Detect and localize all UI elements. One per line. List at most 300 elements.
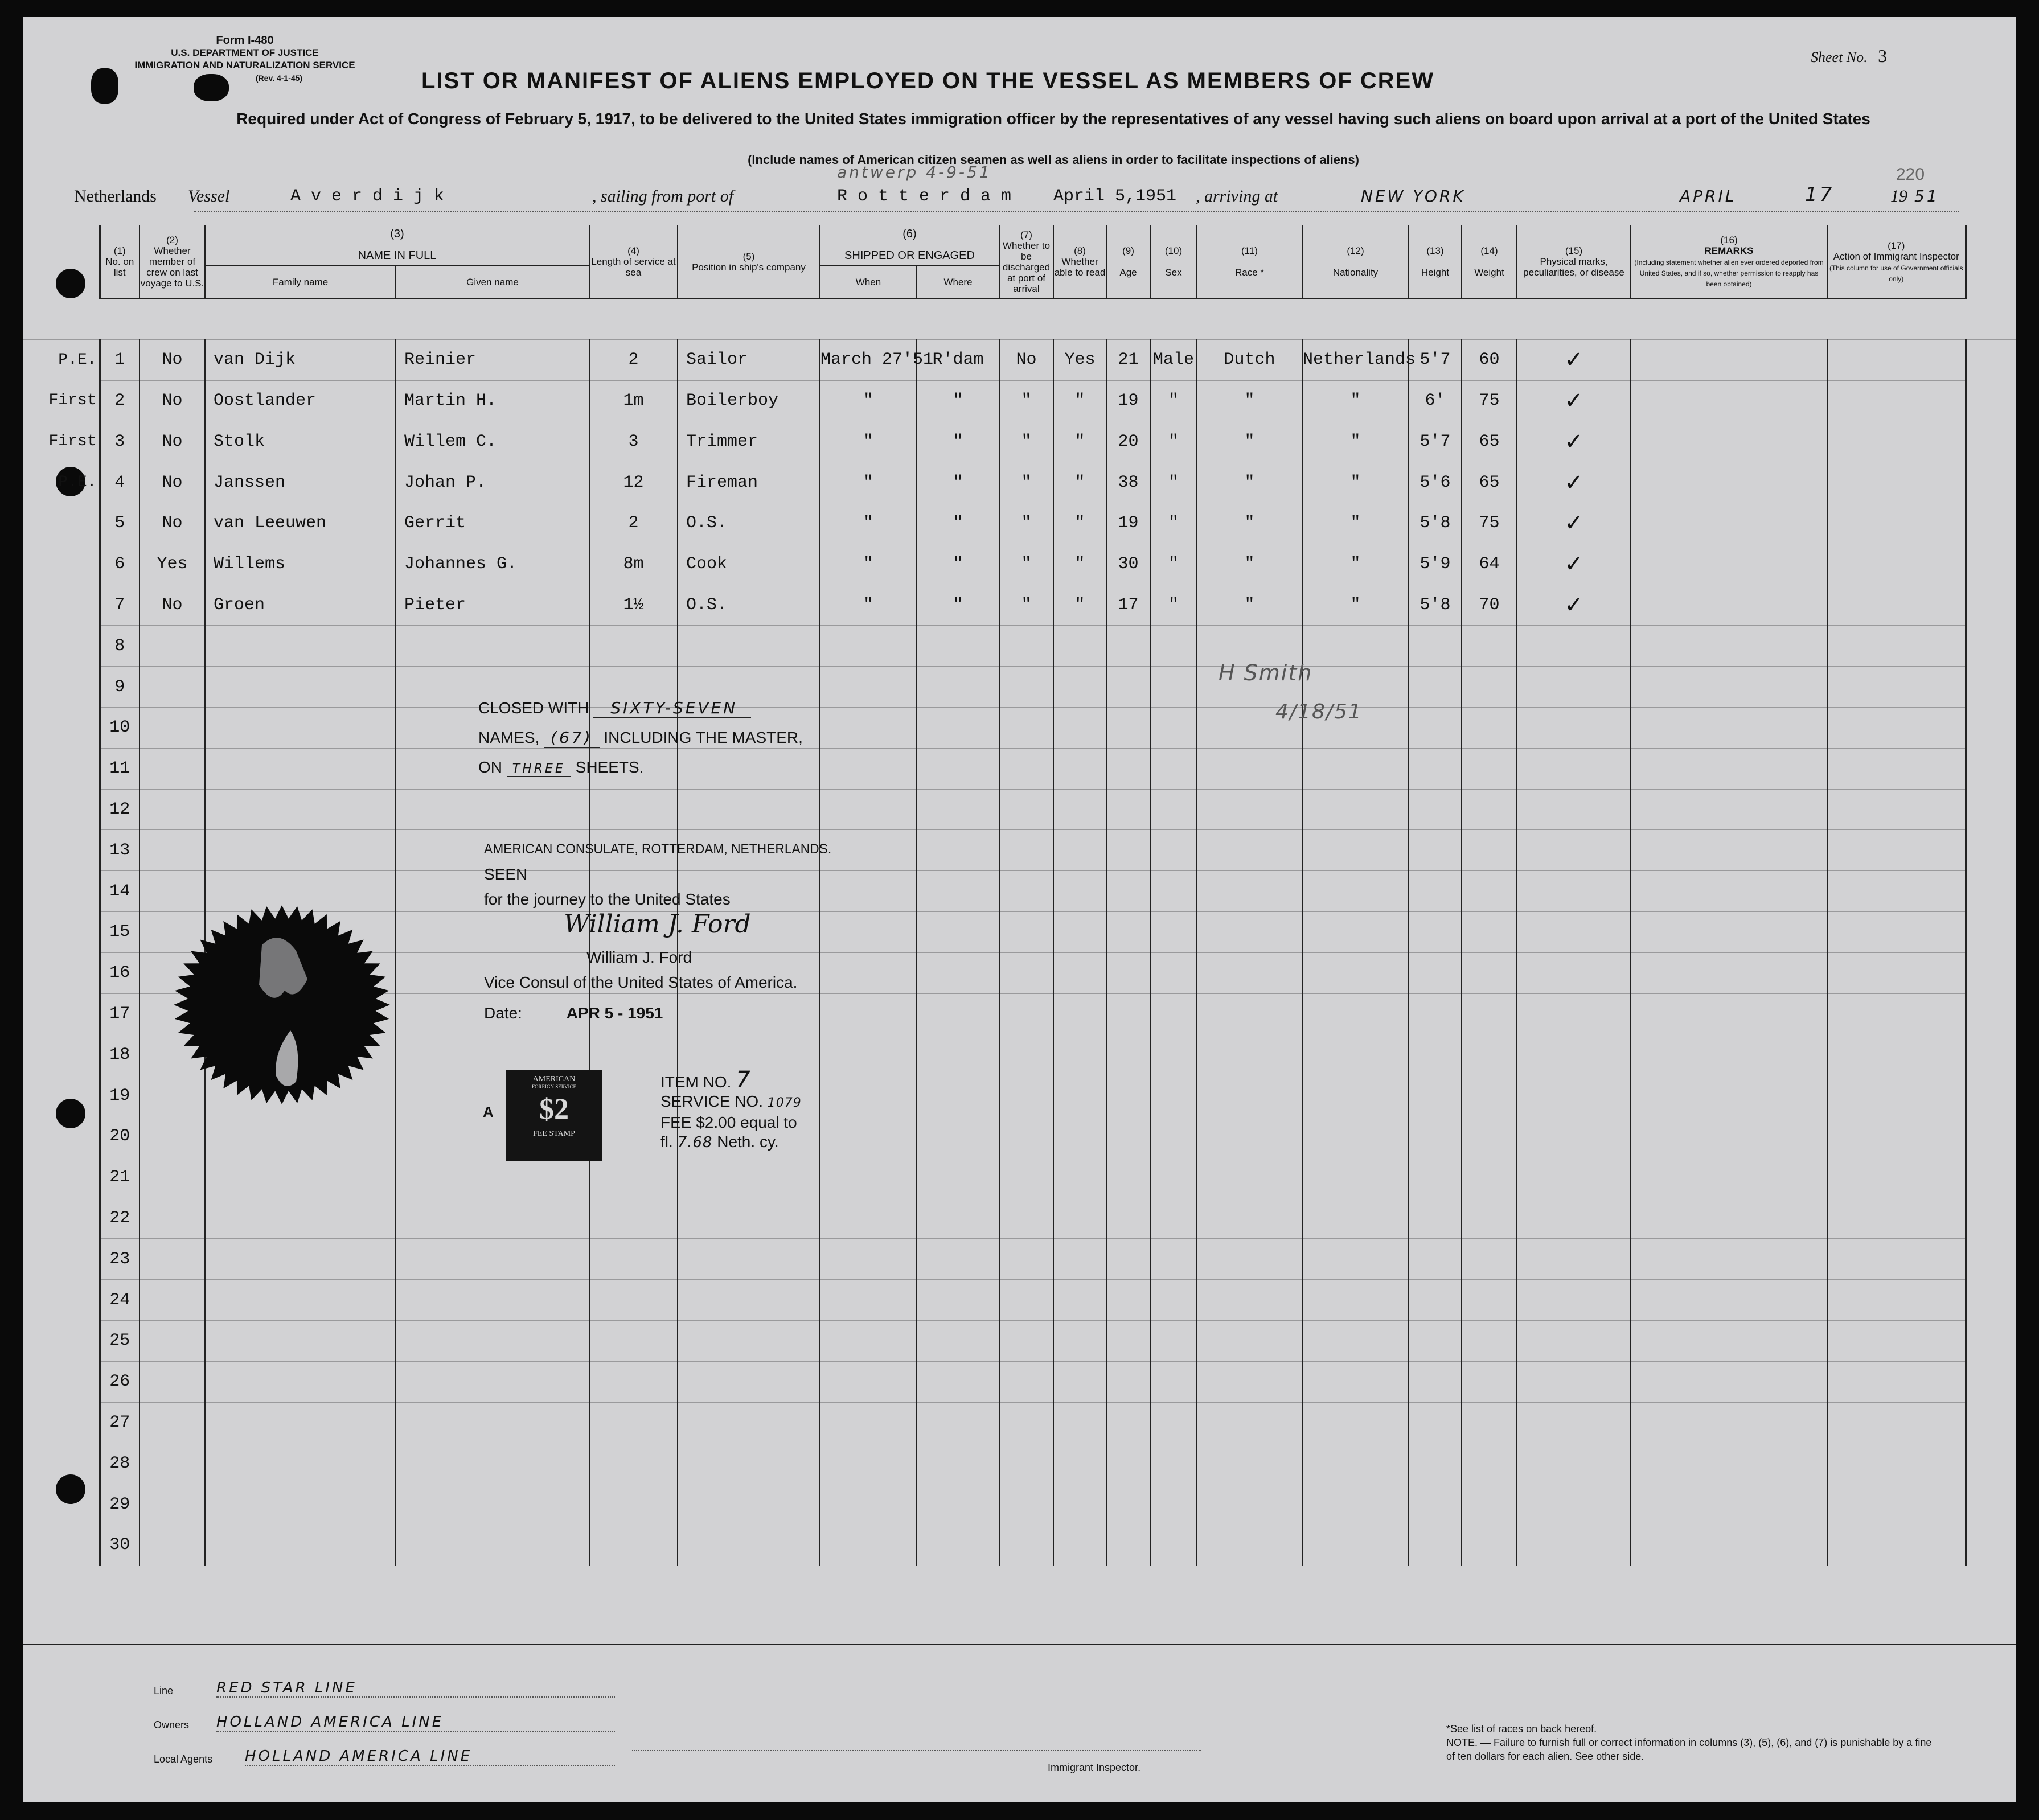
weight	[1462, 1525, 1517, 1566]
col-10-header	[1150, 225, 1197, 298]
consul-signature: William J. Ford	[564, 910, 751, 939]
table-row	[23, 1525, 2016, 1566]
nationality	[1302, 1075, 1409, 1116]
date-label: Date:	[484, 1004, 522, 1022]
engaged-when: "	[820, 380, 917, 421]
row-mark	[23, 830, 100, 871]
closed-count-words: SIXTY-SEVEN	[593, 699, 751, 718]
nationality	[1302, 748, 1409, 789]
list-no: 15	[100, 911, 140, 952]
able-to-read	[1053, 748, 1106, 789]
col-1-header	[100, 225, 140, 298]
family-name	[205, 626, 396, 667]
right-margin	[1966, 789, 2016, 830]
sex	[1150, 1525, 1197, 1566]
page-title: LIST OR MANIFEST OF ALIENS EMPLOYED ON THE VESSEL AS MEMBERS OF CREW	[421, 68, 1435, 93]
engaged-where	[917, 1239, 999, 1280]
engaged-when	[820, 1157, 917, 1198]
able-to-read: "	[1053, 544, 1106, 585]
form-number: Form I-480	[216, 34, 274, 47]
able-to-read	[1053, 911, 1106, 952]
age	[1106, 1075, 1150, 1116]
consul-office: Vice Consul of the United States of America.	[484, 973, 798, 991]
table-row	[23, 339, 2016, 380]
col-5-header	[678, 225, 820, 298]
prev-voyage	[140, 1443, 205, 1484]
given-name	[396, 1034, 589, 1075]
sex	[1150, 707, 1197, 748]
table-row	[23, 421, 2016, 462]
able-to-read	[1053, 1443, 1106, 1484]
discharge	[999, 1443, 1053, 1484]
engaged-where: "	[917, 421, 999, 462]
vessel-label: Vessel	[188, 187, 230, 206]
right-margin	[1966, 339, 2016, 380]
physical-marks	[1517, 1525, 1631, 1566]
col-9-num: (9)	[1122, 245, 1134, 256]
engaged-when: "	[820, 503, 917, 544]
physical-marks	[1517, 830, 1631, 871]
engaged-when: "	[820, 585, 917, 626]
vessel-name: A v e r d i j k	[290, 187, 445, 206]
height: 5'6	[1409, 462, 1462, 503]
physical-marks	[1517, 1361, 1631, 1402]
col-3b-header: Given name	[396, 265, 589, 298]
line-value: RED STAR LINE	[216, 1679, 615, 1698]
family-name	[205, 1157, 396, 1198]
row-mark: P.E.	[58, 474, 97, 492]
revision: (Rev. 4-1-45)	[255, 73, 303, 83]
prev-voyage	[140, 707, 205, 748]
given-name	[396, 1361, 589, 1402]
engaged-where	[917, 1157, 999, 1198]
service-name: IMMIGRATION AND NATURALIZATION SERVICE	[134, 60, 355, 71]
sex	[1150, 1198, 1197, 1239]
inspector-action	[1827, 585, 1966, 626]
remarks	[1631, 748, 1827, 789]
sex	[1150, 748, 1197, 789]
col-15-title: Physical marks, peculiarities, or disease	[1523, 256, 1624, 278]
stamp-top-text: AMERICAN	[532, 1075, 576, 1083]
height	[1409, 871, 1462, 912]
weight	[1462, 626, 1517, 667]
weight: 64	[1462, 544, 1517, 585]
age	[1106, 1525, 1150, 1566]
able-to-read	[1053, 1034, 1106, 1075]
family-name	[205, 1402, 396, 1443]
row-mark	[23, 544, 100, 585]
age	[1106, 1361, 1150, 1402]
table-row	[23, 1361, 2016, 1402]
given-name	[396, 1320, 589, 1361]
col-16-note: (Including statement whether alien ever ordered deported from United States, and if so, whether permission to reapply has been obtained)	[1634, 258, 1824, 288]
item-label: ITEM NO.	[660, 1073, 732, 1091]
height: 5'7	[1409, 421, 1462, 462]
given-name: Johannes G.	[396, 544, 589, 585]
row-mark	[23, 626, 100, 667]
able-to-read: "	[1053, 421, 1106, 462]
col-4-header	[589, 225, 678, 298]
sea-service	[589, 626, 678, 667]
discharge	[999, 1320, 1053, 1361]
prev-voyage	[140, 1402, 205, 1443]
height	[1409, 1034, 1462, 1075]
physical-marks: ✓	[1517, 585, 1631, 626]
prev-voyage	[140, 789, 205, 830]
family-name	[205, 707, 396, 748]
col-16-num: (16)	[1720, 235, 1738, 245]
able-to-read	[1053, 1361, 1106, 1402]
sheet-value: 3	[1878, 46, 1888, 66]
engaged-where	[917, 626, 999, 667]
right-margin	[1966, 380, 2016, 421]
weight	[1462, 789, 1517, 830]
ship-position	[678, 1157, 820, 1198]
service-number: 1079	[767, 1096, 802, 1110]
engaged-where	[917, 1320, 999, 1361]
engaged-when	[820, 1198, 917, 1239]
sea-service	[589, 1361, 678, 1402]
row-mark	[23, 707, 100, 748]
prev-voyage: Yes	[140, 544, 205, 585]
given-name	[396, 1443, 589, 1484]
ship-position	[678, 1239, 820, 1280]
stamp-sub-text: FOREIGN SERVICE	[531, 1084, 577, 1090]
inspector-action	[1827, 1525, 1966, 1566]
list-no: 11	[100, 748, 140, 789]
inspector-action	[1827, 1402, 1966, 1443]
fl-label: fl.	[660, 1133, 673, 1151]
engaged-when: "	[820, 421, 917, 462]
able-to-read	[1053, 1280, 1106, 1321]
footer-divider	[23, 1644, 2016, 1645]
nationality	[1302, 871, 1409, 912]
age	[1106, 830, 1150, 871]
race	[1197, 871, 1302, 912]
weight	[1462, 1116, 1517, 1157]
age	[1106, 952, 1150, 993]
inspector-label: Immigrant Inspector.	[1048, 1762, 1141, 1773]
given-name	[396, 1198, 589, 1239]
sex: "	[1150, 421, 1197, 462]
sea-service	[589, 1157, 678, 1198]
family-name	[205, 1280, 396, 1321]
race	[1197, 993, 1302, 1034]
remarks	[1631, 1361, 1827, 1402]
engaged-where	[917, 667, 999, 708]
ship-position	[678, 1280, 820, 1321]
engaged-when	[820, 1034, 917, 1075]
nationality	[1302, 626, 1409, 667]
col-5-num: (5)	[742, 250, 755, 262]
col-14-header	[1462, 225, 1517, 298]
table-row	[23, 789, 2016, 830]
sex	[1150, 1443, 1197, 1484]
family-name: Willems	[205, 544, 396, 585]
sex	[1150, 1075, 1197, 1116]
row-mark	[23, 993, 100, 1034]
col-3a-header: Family name	[205, 265, 396, 298]
list-no: 16	[100, 952, 140, 993]
inspector-action	[1827, 871, 1966, 912]
remarks	[1631, 339, 1827, 380]
prev-voyage	[140, 1280, 205, 1321]
subtitle-note: (Include names of American citizen seamen as well as aliens in order to facilitate inspections of aliens)	[748, 153, 1359, 167]
fee-stamp	[660, 1067, 957, 1152]
col-3-header	[205, 225, 589, 265]
sailing-date: April 5,1951	[1053, 187, 1177, 206]
table-row	[23, 1320, 2016, 1361]
right-margin	[1966, 1075, 2016, 1116]
right-margin	[1966, 1484, 2016, 1525]
owners-value: HOLLAND AMERICA LINE	[216, 1714, 615, 1732]
col-7-num: (7)	[1020, 229, 1032, 240]
row-mark: First	[48, 392, 97, 410]
family-name	[205, 1525, 396, 1566]
prev-voyage	[140, 626, 205, 667]
sea-service	[589, 1402, 678, 1443]
physical-marks	[1517, 1116, 1631, 1157]
physical-marks	[1517, 1402, 1631, 1443]
weight	[1462, 707, 1517, 748]
able-to-read	[1053, 626, 1106, 667]
owners-label: Owners	[154, 1719, 190, 1731]
table-row	[23, 462, 2016, 503]
family-name	[205, 1198, 396, 1239]
prev-voyage	[140, 1361, 205, 1402]
family-name: van Leeuwen	[205, 503, 396, 544]
race	[1197, 789, 1302, 830]
consulate-name: AMERICAN CONSULATE, ROTTERDAM, NETHERLANDS.	[484, 841, 832, 857]
given-name: Martin H.	[396, 380, 589, 421]
list-no: 23	[100, 1239, 140, 1280]
able-to-read	[1053, 952, 1106, 993]
right-margin	[1966, 462, 2016, 503]
prev-voyage: No	[140, 462, 205, 503]
list-no: 18	[100, 1034, 140, 1075]
nationality	[1302, 830, 1409, 871]
list-no: 2	[100, 380, 140, 421]
journey-label: for the journey to the United States	[484, 890, 731, 908]
given-name	[396, 1239, 589, 1280]
prev-voyage	[140, 748, 205, 789]
weight	[1462, 1239, 1517, 1280]
right-margin	[1966, 1443, 2016, 1484]
discharge: No	[999, 339, 1053, 380]
age	[1106, 1320, 1150, 1361]
sex	[1150, 1034, 1197, 1075]
row-mark	[23, 1361, 100, 1402]
discharge: "	[999, 380, 1053, 421]
col-17-note: (This column for use of Government officials only)	[1829, 264, 1963, 283]
list-no: 28	[100, 1443, 140, 1484]
vessel-underline	[194, 211, 1959, 212]
right-margin	[1966, 421, 2016, 462]
discharge: "	[999, 585, 1053, 626]
remarks	[1631, 707, 1827, 748]
closed-with-label: CLOSED WITH	[478, 699, 589, 717]
race	[1197, 1402, 1302, 1443]
right-margin	[1966, 1361, 2016, 1402]
engaged-where	[917, 1280, 999, 1321]
revenue-stamp	[483, 1070, 602, 1161]
col-1-num: (1)	[113, 245, 126, 256]
col-8-title: Whether able to read	[1054, 256, 1106, 278]
sea-service	[589, 1484, 678, 1525]
inspector-date: 4/18/51	[1275, 700, 1363, 724]
family-name	[205, 830, 396, 871]
row-mark	[23, 911, 100, 952]
engaged-when	[820, 1484, 917, 1525]
remarks	[1631, 1075, 1827, 1116]
physical-marks	[1517, 789, 1631, 830]
height	[1409, 993, 1462, 1034]
row-mark	[23, 952, 100, 993]
remarks	[1631, 1402, 1827, 1443]
sea-service	[589, 789, 678, 830]
discharge	[999, 993, 1053, 1034]
row-mark	[23, 1239, 100, 1280]
table-row	[23, 667, 2016, 708]
row-mark	[23, 585, 100, 626]
col-1-title: No. on list	[105, 256, 134, 278]
inspector-action	[1827, 1034, 1966, 1075]
col-8-num: (8)	[1074, 245, 1086, 256]
footer-owners-row	[154, 1714, 621, 1731]
sea-service	[589, 1443, 678, 1484]
sex: Male	[1150, 339, 1197, 380]
col-7-header	[999, 225, 1053, 298]
weight	[1462, 1280, 1517, 1321]
inspector-action	[1827, 911, 1966, 952]
prev-voyage	[140, 667, 205, 708]
physical-marks	[1517, 1075, 1631, 1116]
engaged-when: "	[820, 462, 917, 503]
able-to-read: "	[1053, 462, 1106, 503]
inspector-initials: H Smith	[1219, 660, 1313, 685]
engaged-where	[917, 1361, 999, 1402]
discharge	[999, 871, 1053, 912]
col-17-num: (17)	[1888, 240, 1905, 251]
height	[1409, 1239, 1462, 1280]
sea-service	[589, 1320, 678, 1361]
race	[1197, 1075, 1302, 1116]
right-margin	[1966, 503, 2016, 544]
prev-voyage: No	[140, 380, 205, 421]
physical-marks: ✓	[1517, 421, 1631, 462]
race	[1197, 1198, 1302, 1239]
right-margin	[1966, 626, 2016, 667]
table-row	[23, 626, 2016, 667]
col-11-header	[1197, 225, 1302, 298]
nationality	[1302, 1116, 1409, 1157]
arrival-month: APRIL	[1680, 187, 1737, 206]
inspector-action	[1827, 1198, 1966, 1239]
discharge	[999, 1525, 1053, 1566]
physical-marks	[1517, 748, 1631, 789]
row-mark	[23, 1525, 100, 1566]
discharge	[999, 1280, 1053, 1321]
nationality: "	[1302, 544, 1409, 585]
table-row	[23, 1157, 2016, 1198]
weight	[1462, 1157, 1517, 1198]
weight	[1462, 1034, 1517, 1075]
engaged-where	[917, 1525, 999, 1566]
note-label: NOTE.	[1446, 1737, 1478, 1748]
engaged-when	[820, 789, 917, 830]
col-12-num: (12)	[1347, 245, 1364, 256]
discharge	[999, 830, 1053, 871]
race: "	[1197, 421, 1302, 462]
sex	[1150, 1484, 1197, 1525]
sea-service: 8m	[589, 544, 678, 585]
family-name	[205, 748, 396, 789]
engaged-when	[820, 1280, 917, 1321]
right-margin	[1966, 1280, 2016, 1321]
height: 5'8	[1409, 585, 1462, 626]
table-row	[23, 503, 2016, 544]
sex: "	[1150, 462, 1197, 503]
closing-line-2	[478, 723, 911, 753]
currency-label: Neth. cy.	[717, 1133, 779, 1151]
row-mark	[23, 1116, 100, 1157]
engaged-where	[917, 1034, 999, 1075]
table-row	[23, 585, 2016, 626]
inspector-action	[1827, 1320, 1966, 1361]
able-to-read	[1053, 1525, 1106, 1566]
race: "	[1197, 544, 1302, 585]
age: 17	[1106, 585, 1150, 626]
prev-voyage	[140, 1320, 205, 1361]
ship-position: O.S.	[678, 503, 820, 544]
engaged-where	[917, 707, 999, 748]
table-row	[23, 830, 2016, 871]
family-name	[205, 1239, 396, 1280]
nationality-value: Netherlands	[74, 187, 157, 206]
given-name	[396, 1525, 589, 1566]
age	[1106, 667, 1150, 708]
right-margin	[1966, 544, 2016, 585]
table-row	[23, 380, 2016, 421]
race	[1197, 952, 1302, 993]
col-13-num: (13)	[1426, 245, 1444, 256]
engaged-when	[820, 1402, 917, 1443]
inspector-action	[1827, 421, 1966, 462]
given-name	[396, 1484, 589, 1525]
weight	[1462, 1075, 1517, 1116]
discharge	[999, 1361, 1053, 1402]
family-name: Groen	[205, 585, 396, 626]
physical-marks: ✓	[1517, 380, 1631, 421]
prev-voyage	[140, 1116, 205, 1157]
col-16-title: REMARKS	[1704, 245, 1754, 256]
age	[1106, 1239, 1150, 1280]
race	[1197, 830, 1302, 871]
row-mark	[23, 667, 100, 708]
physical-marks: ✓	[1517, 462, 1631, 503]
right-margin	[1966, 1402, 2016, 1443]
remarks	[1631, 789, 1827, 830]
sailing-label: , sailing from port of	[592, 187, 734, 206]
age: 38	[1106, 462, 1150, 503]
race	[1197, 1484, 1302, 1525]
able-to-read	[1053, 1198, 1106, 1239]
sex	[1150, 830, 1197, 871]
race: "	[1197, 503, 1302, 544]
discharge	[999, 911, 1053, 952]
engaged-when: "	[820, 544, 917, 585]
nationality	[1302, 1484, 1409, 1525]
